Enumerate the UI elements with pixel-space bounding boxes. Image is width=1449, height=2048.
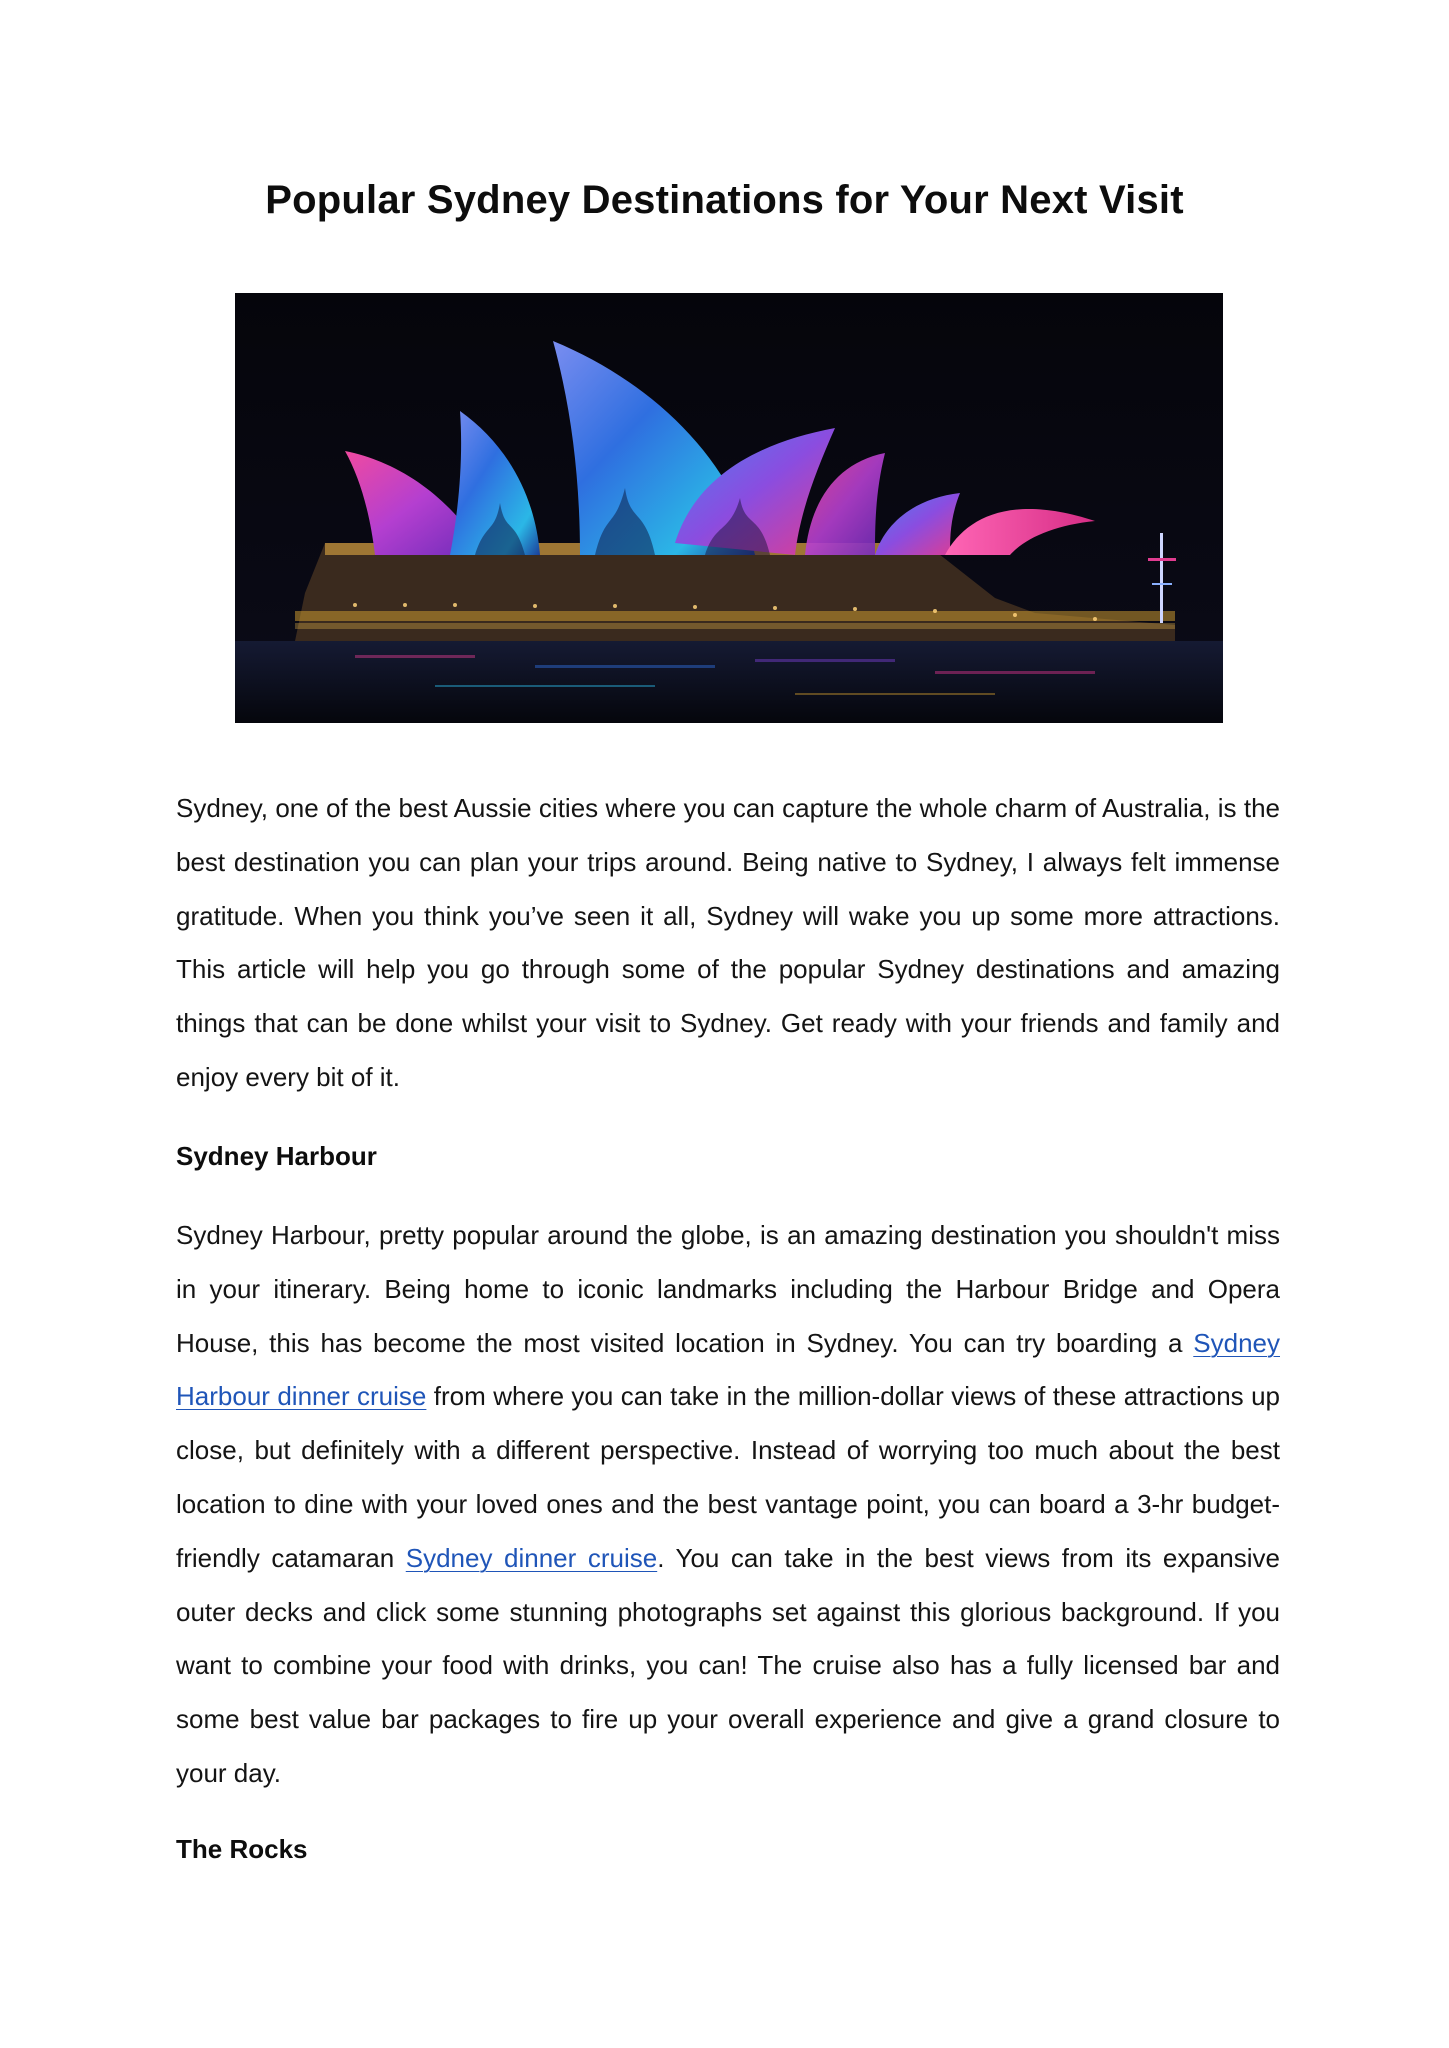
hero-image <box>235 293 1223 723</box>
intro-paragraph: Sydney, one of the best Aussie cities where you can capture the whole charm of Australia, is the best destination you can plan your trips around. Being native to Sydney, I always felt immense gratitude. When you think you’ve seen it all, Sydney will wake you up some more attractions. This article will help you go through some of the popular Sydney destinations and amazing things that can be done whilst your visit to Sydney. Get ready with your friends and family and enjoy every bit of it. <box>176 793 1280 1092</box>
sydney-harbour-paragraph <box>176 1209 1280 1801</box>
paragraph-text: from where you can take in the million-dollar views of these attractions up close, but definitely with a different perspective. Instead of worrying too much about the best location to dine with your loved ones and the best vantage point, you can board a 3-hr budget-friendly catamaran <box>176 1381 1280 1573</box>
sydney-harbour-dinner-cruise-link[interactable]: Sydney Harbour dinner cruise <box>176 1327 1280 1412</box>
paragraph-text: . You can take in the best views from its expansive outer decks and click some stunning photographs set against this glorious background. If you want to combine your food with drinks, you can! The cruise also has a fully licensed bar and some best value bar packages to fire up your overall experience and give a grand closure to your day. <box>176 1542 1280 1788</box>
section-heading-the-rocks: The Rocks <box>176 1834 308 1864</box>
sydney-dinner-cruise-link[interactable]: Sydney dinner cruise <box>405 1542 658 1573</box>
page-title: Popular Sydney Destinations for Your Next Visit <box>265 178 1184 222</box>
sydney-opera-house-night-icon <box>235 293 1223 723</box>
paragraph-text: Sydney Harbour, pretty popular around the globe, is an amazing destination you shouldn't miss in your itinerary. Being home to iconic landmarks including the Harbour Bridge and Opera House, this has become the most visited location in Sydney. You can try boarding a <box>176 1220 1280 1358</box>
section-heading-sydney-harbour: Sydney Harbour <box>176 1141 377 1171</box>
